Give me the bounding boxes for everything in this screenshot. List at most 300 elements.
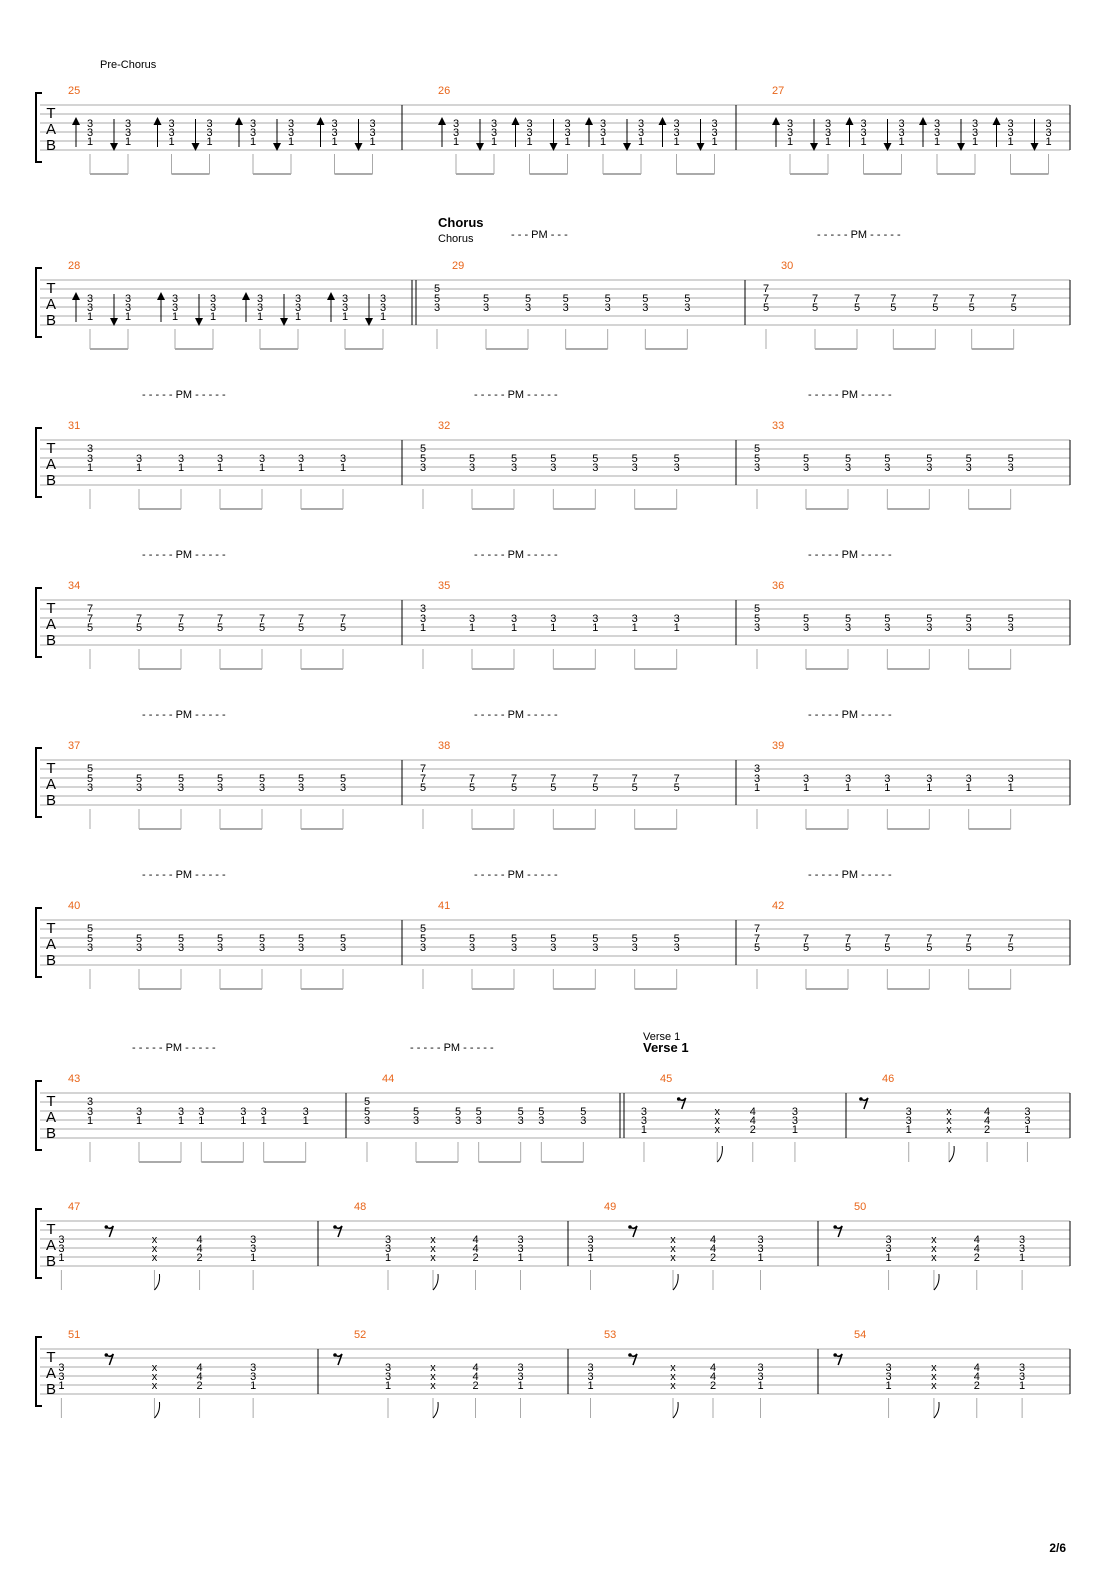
fret-number: 4 (472, 1243, 479, 1255)
strum-up-arrow-head (327, 292, 335, 300)
clef-letter-t: T (46, 1221, 56, 1238)
eighth-rest-dot (105, 1225, 109, 1229)
fret-number: 3 (168, 127, 175, 139)
fret-number: 3 (250, 1371, 257, 1383)
palm-mute-label: - - - - - PM - - - - - (808, 709, 892, 721)
fret-number: 3 (599, 118, 607, 130)
measure (833, 1201, 1025, 1290)
fret-number: 5 (631, 453, 638, 465)
fret-number: 3 (673, 127, 680, 139)
fret-number: 3 (135, 782, 143, 794)
fret-number: 4 (709, 1243, 717, 1255)
bar-number: 33 (772, 420, 785, 432)
clef-letter-b: B (45, 1253, 57, 1270)
muted-string-x: x (931, 1362, 937, 1374)
fret-number: 1 (260, 1115, 267, 1127)
fret-number: 5 (86, 773, 94, 785)
fret-number: 3 (433, 302, 441, 314)
fret-number: 3 (249, 127, 257, 139)
fret-number: 3 (468, 462, 476, 474)
clef-letter-a: A (45, 296, 57, 313)
fret-number: 1 (468, 622, 476, 634)
bar-number: 52 (354, 1329, 367, 1341)
palm-mute-label: - - - - - PM - - - - - (142, 549, 226, 561)
fret-number: 5 (926, 613, 933, 625)
tab-system (36, 869, 1070, 989)
fret-number: 3 (844, 462, 852, 474)
fret-number: 5 (811, 302, 819, 314)
fret-number: 4 (709, 1362, 717, 1374)
eighth-rest-dot (677, 1097, 681, 1101)
fret-number: 3 (753, 773, 761, 785)
fret-number: 5 (419, 933, 427, 945)
fret-number: 3 (1007, 622, 1014, 634)
bar-number: 49 (604, 1201, 617, 1213)
fret-number: 4 (749, 1106, 756, 1118)
bar-number: 47 (68, 1201, 81, 1213)
fret-number: 3 (587, 1371, 594, 1383)
note-flag (934, 1402, 939, 1418)
fret-number: 4 (196, 1371, 203, 1383)
fret-number: 1 (824, 136, 832, 148)
fret-number: 2 (196, 1380, 203, 1392)
strum-up-arrow-head (72, 292, 80, 300)
fret-number: 3 (1007, 773, 1014, 785)
fret-number: 3 (454, 1115, 462, 1127)
fret-number: 5 (177, 622, 185, 634)
fret-number: 7 (216, 613, 224, 625)
fret-number: 5 (419, 923, 427, 935)
clef-letter-b: B (45, 312, 57, 329)
fret-number: 5 (468, 453, 476, 465)
fret-number: 5 (965, 613, 972, 625)
clef-letter-b: B (45, 632, 57, 649)
fret-number: 7 (844, 933, 852, 945)
strum-up-arrow-head (846, 117, 854, 125)
fret-number: 3 (287, 127, 295, 139)
fret-number: 3 (885, 1243, 892, 1255)
fret-number: 3 (526, 118, 533, 130)
fret-number: 3 (339, 782, 347, 794)
fret-number: 3 (86, 293, 94, 305)
fret-number: 4 (973, 1243, 980, 1255)
fret-number: 3 (384, 1371, 392, 1383)
fret-number: 5 (592, 453, 599, 465)
fret-number: 4 (472, 1371, 479, 1383)
note-flag (154, 1402, 159, 1418)
fret-number: 5 (258, 622, 266, 634)
bar-number: 29 (452, 260, 465, 272)
fret-number: 1 (206, 136, 213, 148)
fret-number: 3 (926, 622, 933, 634)
tab-system (36, 389, 1070, 509)
fret-number: 5 (844, 613, 852, 625)
system-bracket (36, 93, 42, 162)
clef-letter-b: B (45, 137, 57, 154)
fret-number: 7 (1010, 293, 1017, 305)
bar-number: 25 (68, 85, 81, 97)
fret-number: 3 (256, 293, 264, 305)
fret-number: 3 (885, 1234, 892, 1246)
fret-number: 3 (490, 127, 498, 139)
fret-number: 5 (550, 453, 557, 465)
clef-letter-t: T (46, 1093, 56, 1110)
fret-number: 3 (1007, 118, 1014, 130)
clef-letter-t: T (46, 920, 56, 937)
fret-number: 3 (369, 118, 376, 130)
fret-number: 7 (592, 773, 599, 785)
fret-number: 1 (124, 136, 132, 148)
clef-letter-t: T (46, 280, 56, 297)
fret-number: 7 (550, 773, 557, 785)
fret-number: 3 (216, 782, 224, 794)
fret-number: 3 (526, 127, 533, 139)
fret-number: 3 (209, 302, 217, 314)
clef-letter-a: A (45, 776, 57, 793)
measure (859, 1073, 1030, 1162)
fret-number: 1 (177, 462, 185, 474)
fret-number: 3 (1019, 1243, 1026, 1255)
fret-number: 3 (258, 453, 266, 465)
fret-number: 1 (757, 1380, 764, 1392)
muted-string-x: x (714, 1106, 720, 1118)
fret-number: 1 (802, 782, 810, 794)
fret-number: 5 (673, 782, 680, 794)
fret-number: 1 (599, 136, 607, 148)
fret-number: 5 (673, 933, 680, 945)
fret-number: 3 (753, 622, 761, 634)
fret-number: 3 (640, 1115, 648, 1127)
fret-number: 3 (564, 118, 571, 130)
bar-number: 38 (438, 740, 451, 752)
fret-number: 3 (517, 1234, 524, 1246)
fret-number: 1 (135, 1115, 143, 1127)
measure (438, 85, 718, 174)
bar-number: 44 (382, 1073, 395, 1085)
fret-number: 1 (564, 136, 571, 148)
fret-number: 4 (984, 1115, 991, 1127)
tab-system (36, 1031, 1070, 1162)
fret-number: 3 (711, 127, 718, 139)
fret-number: 5 (177, 773, 185, 785)
fret-number: 5 (517, 1106, 524, 1118)
fret-number: 5 (510, 933, 518, 945)
eighth-rest-dot (833, 1353, 837, 1357)
fret-number: 1 (510, 622, 518, 634)
fret-number: 1 (631, 622, 638, 634)
fret-number: 7 (1007, 933, 1014, 945)
fret-number: 3 (517, 1115, 524, 1127)
eighth-rest-dot (628, 1353, 632, 1357)
fret-number: 7 (811, 293, 819, 305)
fret-number: 5 (844, 453, 852, 465)
fret-number: 5 (135, 622, 143, 634)
bar-number: 40 (68, 900, 81, 912)
fret-number: 1 (258, 462, 266, 474)
fret-number: 5 (339, 773, 347, 785)
muted-string-x: x (670, 1371, 676, 1383)
fret-number: 3 (297, 782, 305, 794)
fret-number: 3 (753, 763, 761, 775)
fret-number: 7 (631, 773, 638, 785)
fret-number: 5 (86, 933, 94, 945)
fret-number: 5 (363, 1106, 371, 1118)
fret-number: 3 (135, 453, 143, 465)
fret-number: 7 (968, 293, 975, 305)
fret-number: 5 (550, 782, 557, 794)
fret-number: 3 (216, 453, 224, 465)
fret-number: 3 (384, 1362, 392, 1374)
fret-number: 3 (171, 293, 179, 305)
fret-number: 5 (884, 942, 891, 954)
fret-number: 5 (258, 933, 266, 945)
palm-mute-label: - - - - - PM - - - - - (817, 229, 901, 241)
clef-letter-b: B (45, 1125, 57, 1142)
fret-number: 5 (968, 302, 975, 314)
fret-number: 3 (592, 462, 599, 474)
fret-number: 3 (287, 118, 295, 130)
muted-string-x: x (670, 1380, 676, 1392)
muted-string-x: x (931, 1371, 937, 1383)
fret-number: 1 (240, 1115, 247, 1127)
fret-number: 1 (419, 622, 427, 634)
fret-number: 5 (538, 1106, 545, 1118)
tab-system (36, 215, 1070, 349)
fret-number: 3 (757, 1234, 764, 1246)
fret-number: 3 (341, 293, 349, 305)
bar-number: 34 (68, 580, 81, 592)
fret-number: 1 (587, 1252, 594, 1264)
fret-number: 3 (1045, 118, 1052, 130)
fret-number: 1 (1019, 1252, 1026, 1264)
fret-number: 5 (339, 622, 347, 634)
fret-number: 7 (932, 293, 939, 305)
fret-number: 1 (517, 1380, 524, 1392)
fret-number: 1 (490, 136, 498, 148)
clef-letter-a: A (45, 1365, 57, 1382)
section-label-big: Chorus (438, 215, 484, 230)
fret-number: 3 (58, 1243, 65, 1255)
fret-number: 4 (709, 1234, 717, 1246)
clef-letter-b: B (45, 1381, 57, 1398)
palm-mute-label: - - - - - PM - - - - - (474, 549, 558, 561)
fret-number: 3 (824, 127, 832, 139)
fret-number: 1 (86, 311, 94, 323)
bar-number: 51 (68, 1329, 81, 1341)
fret-number: 1 (517, 1252, 524, 1264)
fret-number: 3 (331, 118, 338, 130)
fret-number: 3 (933, 118, 941, 130)
fret-number: 1 (384, 1380, 392, 1392)
fret-number: 1 (250, 1252, 257, 1264)
fret-number: 1 (256, 311, 264, 323)
fret-number: 3 (482, 302, 490, 314)
fret-number: 5 (884, 453, 891, 465)
fret-number: 3 (297, 453, 305, 465)
strum-up-arrow-head (235, 117, 243, 125)
fret-number: 3 (369, 127, 376, 139)
fret-number: 3 (58, 1371, 65, 1383)
fret-number: 7 (802, 933, 810, 945)
fret-number: 5 (297, 773, 305, 785)
fret-number: 5 (631, 933, 638, 945)
fret-number: 1 (592, 622, 599, 634)
fret-number: 3 (302, 1106, 309, 1118)
fret-number: 3 (642, 302, 649, 314)
fret-number: 7 (753, 923, 761, 935)
fret-number: 7 (86, 603, 94, 615)
fret-number: 3 (802, 622, 810, 634)
strum-up-arrow-head (772, 117, 780, 125)
palm-mute-label: - - - PM - - - (511, 229, 568, 241)
fret-number: 3 (965, 462, 972, 474)
bar-number: 54 (854, 1329, 867, 1341)
fret-number: 3 (258, 782, 266, 794)
clef-letter-a: A (45, 616, 57, 633)
clef-letter-a: A (45, 936, 57, 953)
fret-number: 3 (1019, 1362, 1026, 1374)
fret-number: 3 (791, 1106, 799, 1118)
clef-letter-t: T (46, 440, 56, 457)
clef-letter-t: T (46, 600, 56, 617)
fret-number: 3 (965, 622, 972, 634)
fret-number: 3 (640, 1106, 648, 1118)
fret-number: 3 (58, 1234, 65, 1246)
fret-number: 1 (933, 136, 941, 148)
fret-number: 5 (1007, 453, 1014, 465)
fret-number: 3 (452, 127, 460, 139)
tab-system (36, 1201, 1070, 1290)
fret-number: 1 (905, 1124, 912, 1136)
muted-string-x: x (670, 1234, 676, 1246)
muted-string-x: x (430, 1371, 436, 1383)
muted-string-x: x (430, 1243, 436, 1255)
section-label-small: Pre-Chorus (100, 59, 157, 71)
fret-number: 5 (1007, 613, 1014, 625)
fret-number: 3 (1024, 1106, 1031, 1118)
fret-number: 1 (757, 1252, 764, 1264)
fret-number: 5 (363, 1096, 371, 1108)
fret-number: 3 (1019, 1234, 1026, 1246)
fret-number: 1 (1007, 136, 1014, 148)
bar-number: 43 (68, 1073, 81, 1085)
fret-number: 3 (538, 1115, 545, 1127)
measure (772, 85, 1052, 174)
fret-number: 3 (86, 1096, 94, 1108)
bar-number: 37 (68, 740, 81, 752)
fret-number: 5 (753, 603, 761, 615)
eighth-rest-dot (333, 1353, 337, 1357)
muted-string-x: x (946, 1106, 952, 1118)
fret-number: 7 (258, 613, 266, 625)
fret-number: 5 (631, 782, 638, 794)
bar-number: 31 (68, 420, 81, 432)
eighth-rest-dot (859, 1097, 863, 1101)
fret-number: 1 (884, 782, 891, 794)
fret-number: 3 (884, 622, 891, 634)
fret-number: 7 (753, 933, 761, 945)
fret-number: 3 (673, 118, 680, 130)
fret-number: 3 (475, 1115, 482, 1127)
fret-number: 3 (86, 127, 94, 139)
palm-mute-label: - - - - - PM - - - - - (808, 549, 892, 561)
measure (333, 1201, 523, 1290)
fret-number: 3 (926, 462, 933, 474)
note-flag (154, 1274, 159, 1290)
fret-number: 1 (844, 782, 852, 794)
fret-number: 3 (604, 302, 611, 314)
fret-number: 5 (86, 923, 94, 935)
fret-number: 3 (86, 782, 94, 794)
fret-number: 5 (642, 293, 649, 305)
fret-number: 7 (926, 933, 933, 945)
fret-number: 3 (926, 773, 933, 785)
strum-up-arrow-head (438, 117, 446, 125)
fret-number: 3 (124, 118, 132, 130)
fret-number: 3 (384, 1243, 392, 1255)
fret-number: 3 (898, 127, 905, 139)
palm-mute-label: - - - - - PM - - - - - (474, 709, 558, 721)
fret-number: 3 (550, 942, 557, 954)
fret-number: 2 (196, 1252, 203, 1264)
bar-number: 32 (438, 420, 451, 432)
fret-number: 3 (124, 302, 132, 314)
fret-number: 3 (802, 462, 810, 474)
fret-number: 3 (250, 1243, 257, 1255)
system-bracket (36, 1081, 42, 1150)
eighth-rest-dot (105, 1353, 109, 1357)
fret-number: 3 (905, 1115, 912, 1127)
fret-number: 3 (524, 302, 532, 314)
fret-number: 3 (419, 613, 427, 625)
measure (68, 260, 412, 349)
fret-number: 3 (587, 1243, 594, 1255)
system-bracket (36, 428, 42, 497)
fret-number: 7 (135, 613, 143, 625)
fret-number: 5 (926, 453, 933, 465)
fret-number: 5 (592, 782, 599, 794)
fret-number: 3 (379, 293, 387, 305)
fret-number: 5 (673, 453, 680, 465)
muted-string-x: x (714, 1124, 720, 1136)
fret-number: 5 (524, 293, 532, 305)
fret-number: 7 (510, 773, 518, 785)
measure (587, 1201, 763, 1290)
note-flag (717, 1146, 722, 1162)
fret-number: 7 (853, 293, 861, 305)
fret-number: 3 (786, 127, 794, 139)
fret-number: 3 (587, 1362, 594, 1374)
fret-number: 1 (452, 136, 460, 148)
fret-number: 1 (526, 136, 533, 148)
fret-number: 3 (884, 773, 891, 785)
fret-number: 3 (177, 782, 185, 794)
fret-number: 2 (973, 1380, 980, 1392)
fret-number: 3 (673, 942, 680, 954)
system-bracket (36, 588, 42, 657)
fret-number: 3 (757, 1243, 764, 1255)
fret-number: 3 (468, 942, 476, 954)
fret-number: 3 (824, 118, 832, 130)
fret-number: 5 (853, 302, 861, 314)
fret-number: 1 (1019, 1380, 1026, 1392)
fret-number: 1 (135, 462, 143, 474)
clef-letter-b: B (45, 952, 57, 969)
fret-number: 1 (198, 1115, 205, 1127)
fret-number: 5 (802, 942, 810, 954)
fret-number: 4 (749, 1115, 756, 1127)
palm-mute-label: - - - - - PM - - - - - (808, 389, 892, 401)
